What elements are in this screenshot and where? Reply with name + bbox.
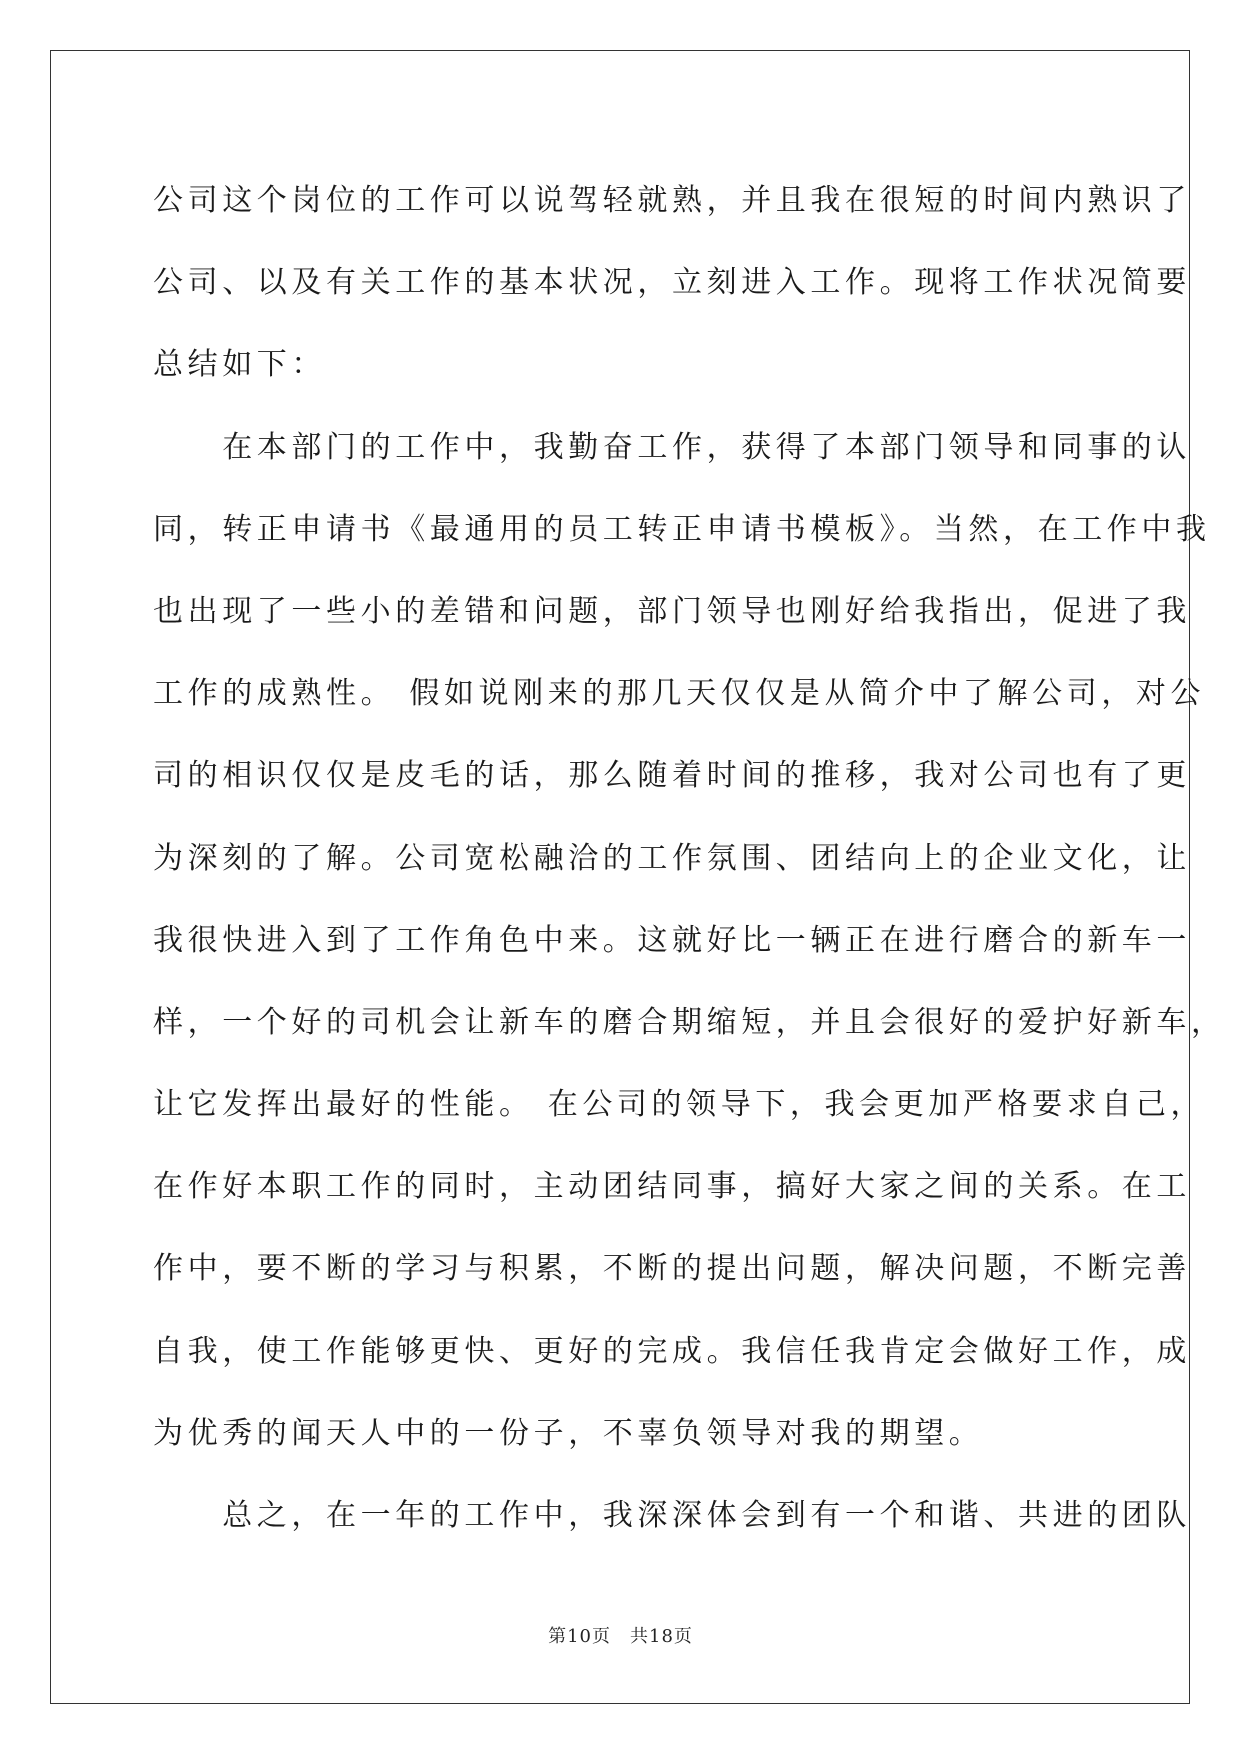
text-line: 为优秀的闻天人中的一份子，不辜负领导对我的期望。 [153,1415,984,1451]
text-line: 公司这个岗位的工作可以说驾轻就熟，并且我在很短的时间内熟识了 [153,183,1191,218]
text-line: 司的相识仅仅是皮毛的话，那么随着时间的推移，我对公司也有了更 [153,758,1191,794]
page-number: 第10页 共18页 [548,1626,693,1647]
text-line: 在作好本职工作的同时，主动团结同事，搞好大家之间的关系。在工 [153,1169,1191,1205]
text-line: 也出现了一些小的差错和问题，部门领导也刚好给我指出，促进了我 [153,593,1191,629]
text-line: 同，转正申请书《最通用的员工转正申请书模板》。当然，在工作中我 [153,511,1211,547]
text-line: 样，一个好的司机会让新车的磨合期缩短，并且会很好的爱护好新车， [153,1004,1226,1040]
text-line: 总之，在一年的工作中，我深深体会到有一个和谐、共进的团队 [153,1498,1191,1533]
text-line: 公司、以及有关工作的基本状况，立刻进入工作。现将工作状况简要 [153,265,1191,301]
text-line: 工作的成熟性。 假如说刚来的那几天仅仅是从简介中了解公司，对公 [153,676,1206,712]
text-line: 为深刻的了解。公司宽松融洽的工作氛围、团结向上的企业文化，让 [153,840,1191,876]
text-line: 总结如下： [153,347,326,383]
text-line: 我很快进入到了工作角色中来。这就好比一辆正在进行磨合的新车一 [153,922,1191,958]
text-line: 让它发挥出最好的性能。 在公司的领导下，我会更加严格要求自己， [153,1087,1206,1123]
text-line: 自我，使工作能够更快、更好的完成。我信任我肯定会做好工作，成 [153,1333,1191,1369]
text-line: 在本部门的工作中，我勤奋工作，获得了本部门领导和同事的认 [153,429,1191,465]
text-line: 作中，要不断的学习与积累，不断的提出问题，解决问题，不断完善 [153,1251,1191,1287]
document-body [153,160,1226,1557]
